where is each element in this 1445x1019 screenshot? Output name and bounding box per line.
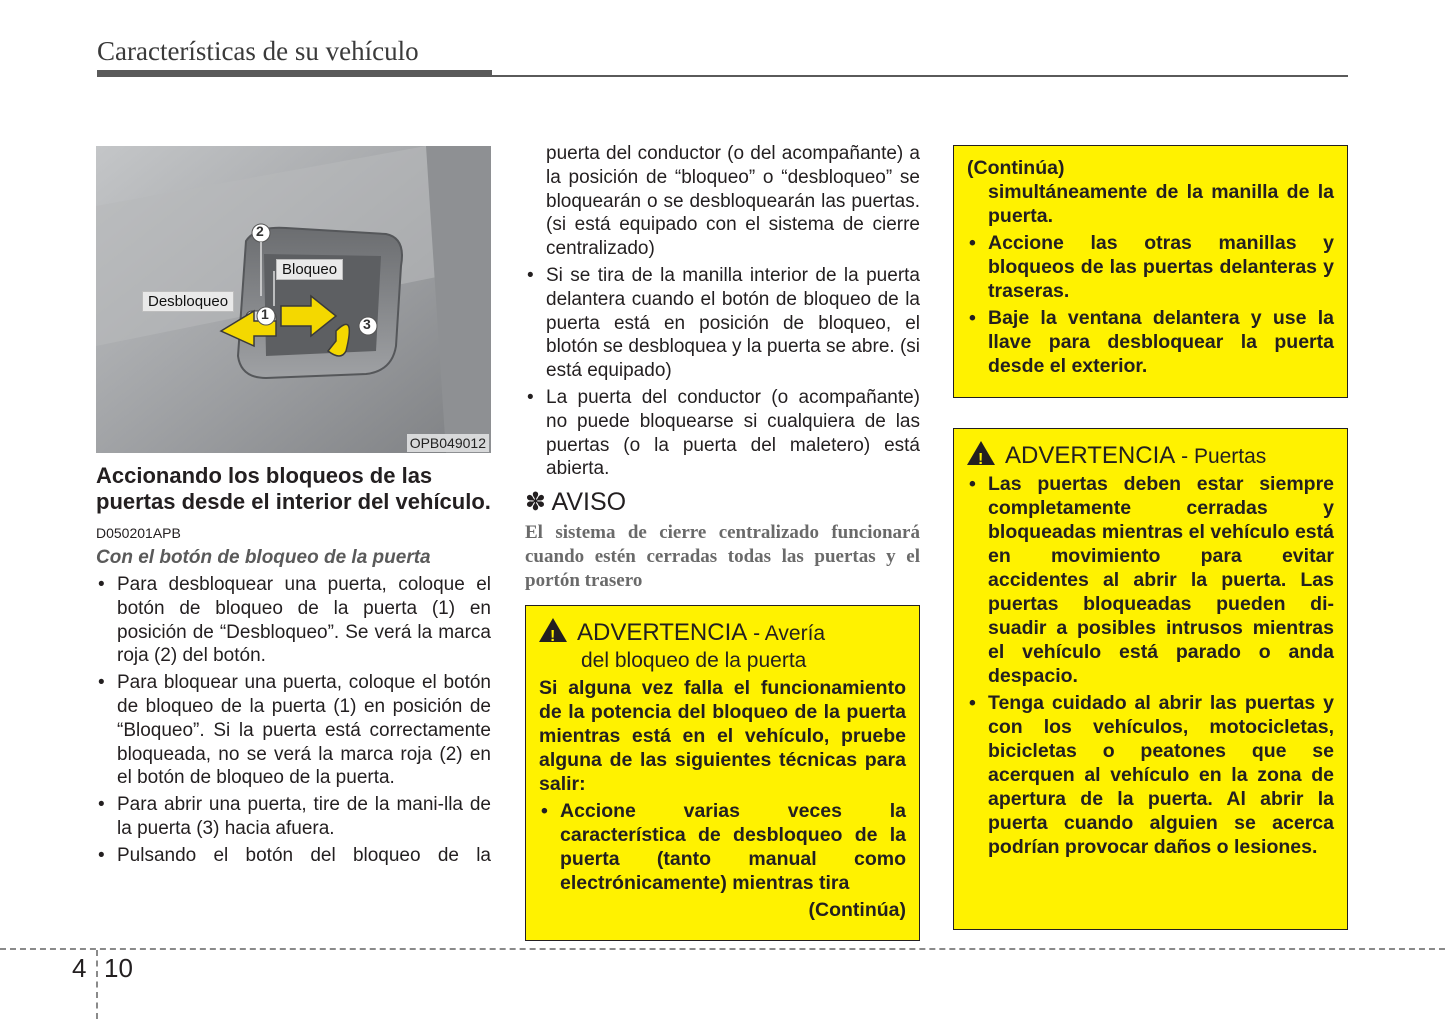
warning-title-main: ADVERTENCIA: [577, 619, 748, 647]
footer-dashed-rule: [0, 948, 1445, 950]
list-item: • Accione varias veces la característica de desbloqueo de la puerta (tanto manual como electrónicamente) mientras tira: [539, 799, 906, 895]
header-rule: [492, 75, 1348, 77]
warning-intro: Si alguna vez falla el funcionamiento de la potencia del bloqueo de la puerta mientras está en el vehículo, pruebe alguna de las siguientes técnicas para salir:: [539, 677, 906, 796]
warning-box-continued: [953, 145, 1348, 398]
continued-label: (Continúa): [808, 899, 906, 922]
bullet-list-middle: [525, 264, 920, 481]
figure-number-1: 1: [261, 306, 269, 322]
list-item: • Pulsando el botón del bloqueo de la: [96, 844, 491, 868]
warning-bullets: [539, 799, 906, 895]
door-lock-figure: [96, 146, 491, 453]
warning-bullets: [967, 472, 1334, 859]
list-item: • Baje la ventana delantera y use la llave para desbloquear la puerta desde el exterior.: [967, 306, 1334, 378]
warning-title-main: ADVERTENCIA: [1005, 442, 1176, 469]
header-bar: [97, 70, 492, 77]
continued-label: (Continúa): [967, 157, 1065, 179]
list-item: • Accione las otras manillas y bloqueos de las puertas delanteras y traseras.: [967, 231, 1334, 303]
section-code: D050201APB: [96, 525, 181, 541]
list-item: • La puerta del conductor (o acompañante) no puede bloquearse si cualquiera de las puertas (o la puerta del maletero) está abierta.: [525, 386, 920, 481]
list-item: • Si se tira de la manilla interior de la puerta delantera cuando el botón de bloqueo de la puerta está en posición de bloqueo, el blotón se desbloquea y la puerta se abre. (si está equipado): [525, 264, 920, 383]
figure-code: OPB049012: [407, 434, 489, 452]
warning-title: [539, 618, 906, 674]
continuation-paragraph: puerta del conductor (o del acompañante) a la posición de “bloqueo” o “desbloqueo” se bloquearán o se desbloquearán las puertas. (si está equipado con el sistema de cierre centralizado): [546, 143, 920, 260]
warning-title-sub-line2: del bloqueo de la puerta: [581, 649, 807, 673]
figure-number-3: 3: [363, 316, 371, 332]
aviso-text: El sistema de cierre centralizado funcionará cuando estén cerradas todas las puertas y el portón trasero: [525, 522, 920, 592]
list-item: • Para abrir una puerta, tire de la mani-lla de la puerta (3) hacia afuera.: [96, 793, 491, 841]
list-item: • Tenga cuidado al abrir las puertas y con los vehículos, motocicletas, bicicletas o peatones que se acerquen al vehículo en la zona de apertura de la puerta. Al abrir la puerta cuando alguien se acerca podrían provocar daños o lesiones.: [967, 691, 1334, 859]
bullet-list-left: [96, 573, 491, 868]
warning-title-sub: Puertas: [1193, 445, 1267, 468]
warning-triangle-icon: [967, 441, 995, 465]
chapter-number: 4: [72, 953, 87, 983]
warning-title-separator: -: [747, 622, 765, 646]
column-middle: [525, 142, 920, 941]
subheading: Con el botón de bloqueo de la puerta: [96, 547, 431, 568]
list-item: • Para bloquear una puerta, coloque el botón de bloqueo de la puerta (1) en posición de “Bloqueo”. Si la puerta está correctamente bloqueada, no se verá la marca roja (2) en el botón de bloqueo de la puerta.: [96, 671, 491, 790]
footer-vertical-rule: [96, 950, 98, 1019]
continuation-text: simultáneamente de la manilla de la puerta.: [988, 181, 1334, 227]
warning-title-sub: Avería: [764, 622, 826, 646]
page-number: 10: [104, 953, 133, 983]
callout-unlock: Desbloqueo: [142, 291, 234, 312]
asterisk-icon: ✽: [525, 488, 546, 517]
aviso-heading: [525, 487, 920, 517]
warning-title: [967, 441, 1334, 470]
callout-lock: Bloqueo: [276, 259, 343, 280]
aviso-title: AVISO: [551, 488, 627, 517]
warning-box-doors: [953, 428, 1348, 930]
warning-title-separator: -: [1175, 445, 1194, 468]
section-heading: Accionando los bloqueos de las puertas desde el interior del vehículo.: [96, 463, 491, 514]
column-right: [953, 145, 1348, 930]
figure-number-2: 2: [256, 223, 264, 239]
warning-box-lock-failure: [525, 605, 920, 941]
list-item: • Para desbloquear una puerta, coloque el botón de bloqueo de la puerta (1) en posición de “Desbloqueo”. Se verá la marca roja (2) del botón.: [96, 573, 491, 668]
list-item: • Las puertas deben estar siempre completamente cerradas y bloqueadas mientras el vehículo está en movimiento para evitar accidentes al abrir la puerta. Las puertas bloqueadas pueden di-suadir a posibles intrusos mientras el vehículo está parado o anda despacio.: [967, 472, 1334, 688]
warning-bullets: [967, 231, 1334, 378]
page-header-title: Características de su vehículo: [97, 36, 419, 66]
column-left: [96, 146, 491, 871]
warning-triangle-icon: [539, 618, 567, 642]
